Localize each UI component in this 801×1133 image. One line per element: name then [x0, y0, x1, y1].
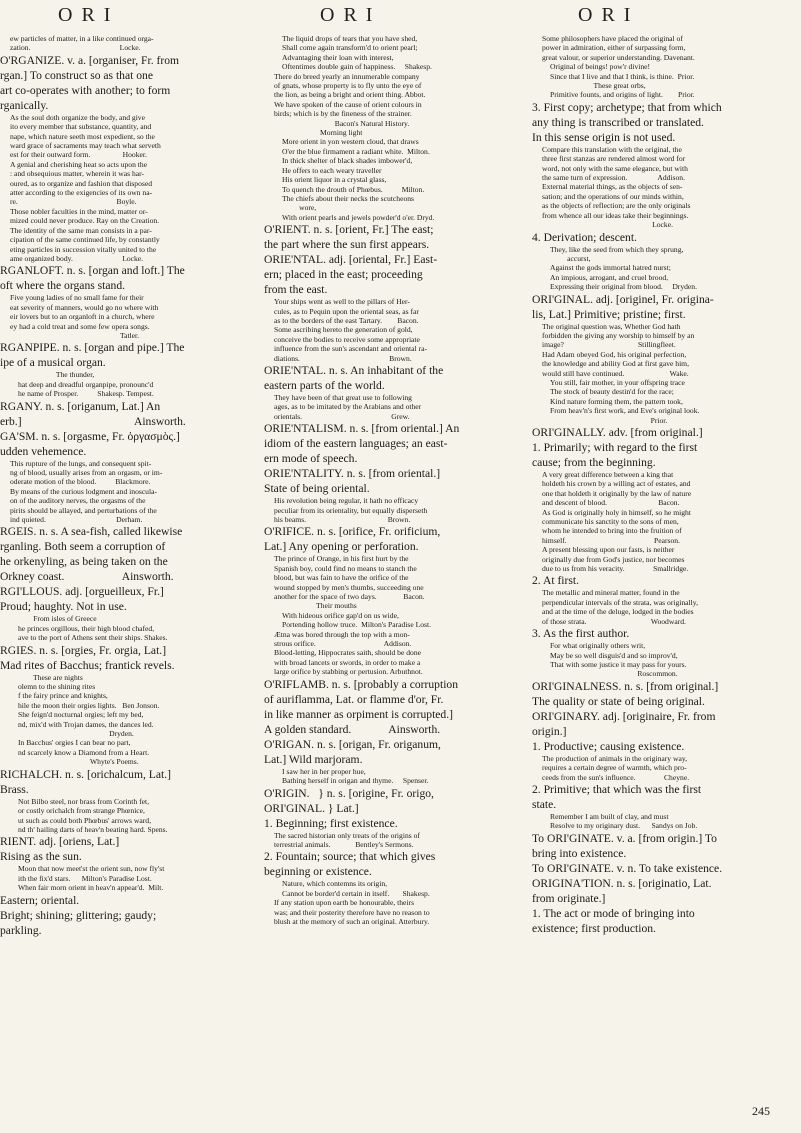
entry-headword-line: from the east.: [264, 283, 328, 297]
quotation-line: re. Boyle.: [10, 197, 137, 207]
quotation-line: ind quieted. Derham.: [10, 515, 143, 524]
quotation-line: the same turn of expression. Addison.: [542, 173, 685, 183]
entry-headword-line: rganling. Both seem a corruption of: [0, 540, 166, 554]
verse-quotation-line: Prior.: [550, 415, 668, 425]
quotation-line: By means of the curious lodgment and inoscula-: [10, 486, 157, 496]
entry-headword-line: O'RIENT. n. s. [orient, Fr.] The east;: [264, 223, 434, 237]
entry-headword-line: RGIES. n. s. [orgies, Fr. orgia, Lat.]: [0, 643, 167, 657]
quotation-line: eir lovers but to an organloft in a church, where: [10, 312, 155, 322]
quotation-line: The sacred historian only treats of the origins of: [274, 830, 420, 840]
entry-headword-line: 1. Productive; causing existence.: [532, 739, 685, 753]
verse-quotation-line: His orient liquor in a crystal glass,: [282, 175, 387, 185]
verse-quotation-line: I saw her in her proper hue,: [282, 766, 366, 776]
quotation-line: large orifice by stabbing or pertusion. Arbuthnot.: [274, 667, 423, 677]
quotation-line: ew particles of matter, in a like continued orga-: [10, 34, 154, 43]
entry-headword-line: beginning or existence.: [264, 865, 372, 879]
verse-quotation-line: From heav'n's first work, and Eve's original look.: [550, 406, 700, 416]
running-head-left: ORI: [58, 4, 120, 26]
verse-quotation-line: Against the gods immortal hatred nurst;: [550, 263, 671, 273]
quotation-line: blush at the memory of such an original. Atterbury.: [274, 916, 430, 926]
entry-headword-line: erb.] Ainsworth.: [0, 414, 186, 428]
verse-quotation-line: These are nights: [18, 672, 83, 682]
verse-quotation-line: Roscommon.: [550, 669, 678, 679]
quotation-line: eting particles in succession vitally united to the: [10, 244, 157, 254]
quotation-line: the lion, as being a bright and orient thing. Abbot.: [274, 90, 426, 100]
entry-headword-line: RICHALCH. n. s. [orichalcum, Lat.]: [0, 767, 171, 781]
quotation-line: If any station upon earth be honourable, theirs: [274, 898, 415, 908]
quotation-line: ey had a cold treat and some few opera songs.: [10, 321, 150, 331]
verse-quotation-line: You still, fair mother, in your offspring trace: [550, 377, 685, 387]
quotation-line: ng of blood, usually arises from an orgasm, or im-: [10, 467, 163, 477]
entry-headword-line: ern; placed in the east; proceeding: [264, 268, 423, 282]
quotation-line: great valour, or superior understanding. Davenant.: [542, 52, 695, 62]
entry-headword-line: 2. Fountain; source; that which gives: [264, 850, 436, 864]
verse-quotation-line: An impious, arrogant, and cruel brood,: [550, 272, 669, 282]
quotation-line: ame organized body. Locke.: [10, 253, 144, 263]
entry-headword-line: To ORI'GINATE. v. n. To take existence.: [532, 861, 723, 875]
entry-headword-line: rganically.: [0, 98, 49, 112]
entry-headword-line: RIENT. adj. [oriens, Lat.]: [0, 835, 120, 849]
verse-quotation-line: To quench the drouth of Phœbus. Milton.: [282, 184, 425, 194]
verse-quotation-line: Cannot be border'd certain in itself. Shakesp.: [282, 888, 430, 898]
entry-headword-line: idiom of the eastern languages; an east-: [264, 437, 448, 451]
entry-headword-line: O'RGANIZE. v. a. [organiser, Fr. from: [0, 53, 180, 67]
quotation-line: forbidden the giving any worship to himself by an: [542, 330, 695, 340]
quotation-line: of those strata. Woodward.: [542, 616, 686, 626]
entry-headword-line: origin.]: [532, 724, 567, 738]
verse-quotation-line: They, like the seed from which they sprung,: [550, 244, 684, 254]
verse-quotation-line: With orient pearls and jewels powder'd o'er. Dryd.: [282, 212, 435, 222]
quotation-line: the knowledge and ability God at first gave him,: [542, 359, 689, 369]
entry-headword-line: the part where the sun first appears.: [264, 238, 430, 252]
verse-quotation-line: nd th' hailing darts of heav'n beating hard. Spens.: [18, 824, 168, 834]
quotation-line: peculiar from its orientality, but equally disperseth: [274, 505, 428, 515]
entry-headword-line: 1. Beginning; first existence.: [264, 816, 398, 830]
quotation-line: Spanish boy, could find no means to stanch the: [274, 563, 417, 573]
verse-quotation-line: In Bacchus' orgies I can bear no part,: [18, 738, 131, 748]
quotation-line: Some philosophers have placed the original of: [542, 34, 683, 43]
verse-quotation-line: The chiefs about their necks the scutcheons: [282, 193, 415, 203]
verse-quotation-line: Whyte's Poems.: [18, 757, 139, 767]
quotation-line: nape, which nature seeth most expedient, so the: [10, 131, 155, 141]
verse-quotation-line: Since that I live and that I think, is thine. Prior.: [550, 71, 695, 81]
entry-headword-line: RGEIS. n. s. A sea-fish, called likewise: [0, 525, 183, 539]
quotation-line: image? Stillingfleet.: [542, 340, 676, 350]
quotation-line: As God is originally holy in himself, so he might: [542, 507, 691, 517]
quotation-line: Had Adam obeyed God, his original perfection,: [542, 349, 687, 359]
verse-quotation-line: hile the moon their orgies lights. Ben Jonson.: [18, 700, 160, 710]
entry-headword-line: lis, Lat.] Primitive; pristine; first.: [532, 307, 686, 321]
verse-quotation-line: Resolve to my originary dust. Sandys on Job.: [550, 821, 698, 831]
entry-headword-line: ern mode of speech.: [264, 452, 358, 466]
verse-quotation-line: When fair morn orient in heav'n appear'd. Milt.: [18, 883, 164, 893]
quotation-line: cipation of the same continued life, by constantly: [10, 235, 160, 245]
entry-headword-line: state.: [532, 797, 557, 811]
entry-headword-line: 3. First copy; archetype; that from which: [532, 100, 722, 114]
entry-headword-line: rgan.] To construct so as that one: [0, 68, 153, 82]
quotation-line: Tatler.: [10, 330, 140, 340]
running-head-right: ORI: [578, 4, 640, 26]
verse-quotation-line: That with some justice it may pass for yours.: [550, 659, 687, 669]
verse-quotation-line: accurst,: [550, 253, 591, 263]
quotation-line: We have spoken of the cause of orient colours in: [274, 99, 422, 109]
verse-quotation-line: From isles of Greece: [18, 614, 97, 624]
entry-headword-line: RGANPIPE. n. s. [organ and pipe.] The: [0, 341, 185, 355]
quotation-line: Bacon's Natural History.: [274, 118, 410, 128]
quotation-line: another for the space of two days. Bacon.: [274, 592, 425, 602]
entry-headword-line: ORIE'NTALITY. n. s. [from oriental.]: [264, 467, 441, 481]
quotation-line: His revolution being regular, it hath no efficacy: [274, 496, 419, 506]
entry-headword-line: RGANY. n. s. [origanum, Lat.] An: [0, 399, 161, 413]
verse-quotation-line: Oftentimes double gain of happiness. Shakesp.: [282, 62, 432, 72]
quotation-line: conceive the bodies to receive some appropriate: [274, 334, 420, 344]
quotation-line: and descent of blood. Bacon.: [542, 498, 680, 508]
quotation-line: blood, but was fain to have the orifice of the: [274, 573, 409, 583]
entry-headword-line: Orkney coast. Ainsworth.: [0, 570, 174, 584]
quotation-line: requires a certain degree of warmth, which pro-: [542, 763, 687, 773]
entry-headword-line: ORIE'NTAL. adj. [oriental, Fr.] East-: [264, 253, 438, 267]
quotation-line: three first stanzas are rendered almost word for: [542, 154, 686, 164]
quotation-line: was; and their posterity therefore have no reason to: [274, 907, 430, 917]
entry-headword-line: 2. At first.: [532, 574, 580, 588]
entry-headword-line: 2. Primitive; that which was the first: [532, 782, 702, 796]
verse-quotation-line: Their mouths: [282, 601, 357, 611]
quotation-line: his beams. Brown.: [274, 515, 411, 524]
entry-headword-line: State of being oriental.: [264, 482, 370, 496]
quotation-line: holdeth his crown by a willing act of estates, and: [542, 479, 691, 489]
entry-headword-line: he orkenyling, as being taken on the: [0, 555, 168, 569]
entry-headword-line: A golden standard. Ainsworth.: [264, 722, 441, 736]
entry-headword-line: any thing is transcribed or translated.: [532, 115, 704, 129]
quotation-line: himself. Pearson.: [542, 535, 680, 545]
verse-quotation-line: ith the fix'd stars. Milton's Paradise Lost.: [18, 873, 152, 883]
verse-quotation-line: Expressing their original from blood. Dryden.: [550, 282, 697, 292]
entry-headword-line: 4. Derivation; descent.: [532, 230, 637, 244]
quotation-line: Locke.: [542, 220, 673, 230]
verse-quotation-line: May be so well disguis'd and so improv'd,: [550, 650, 678, 660]
quotation-line: Blood-letting, Hippocrates saith, should be done: [274, 648, 421, 658]
quotation-line: There do breed yearly an innumerable company: [274, 71, 420, 81]
quotation-line: would still have continued. Wake.: [542, 368, 689, 378]
entry-headword-line: Proud; haughty. Not in use.: [0, 600, 127, 614]
quotation-line: perpendicular intervals of the strata, was originally,: [542, 597, 698, 607]
quotation-line: power in admiration, either of surpassing form,: [542, 43, 686, 53]
verse-quotation-line: ut such as could both Phœbus' arrows ward,: [18, 815, 151, 825]
quotation-line: terrestrial animals. Bentley's Sermons.: [274, 839, 414, 849]
entry-headword-line: Bright; shining; glittering; gaudy;: [0, 908, 157, 922]
running-heads: [0, 4, 801, 28]
verse-quotation-line: hat deep and dreadful organpipe, pronounc'd: [18, 379, 154, 389]
verse-quotation-line: olemn to the shining rites: [18, 682, 96, 692]
quotation-line: on of the auditory nerves, the orgasms of the: [10, 496, 146, 506]
verse-quotation-line: O'er the blue firmament a radiant white. Milton.: [282, 146, 430, 156]
entry-headword-line: 1. The act or mode of bringing into: [532, 906, 695, 920]
quotation-line: A genial and cherishing heat so acts upon the: [10, 159, 148, 169]
quotation-line: and at the time of the deluge, lodged in the bodies: [542, 607, 694, 617]
entry-headword-line: eastern parts of the world.: [264, 378, 385, 392]
verse-quotation-line: Original of beings! pow'r divine!: [550, 62, 651, 72]
verse-quotation-line: he princes orgillous, their high blood chafed,: [18, 623, 155, 633]
verse-quotation-line: Remember I am built of clay, and must: [550, 811, 669, 821]
entry-headword-line: RGI'LLOUS. adj. [orgueilleux, Fr.]: [0, 585, 164, 599]
quotation-line: oderate motion of the blood. Blackmore.: [10, 477, 151, 487]
entry-headword-line: Brass.: [0, 782, 29, 796]
quotation-line: eat severity of manners, would go no where with: [10, 302, 159, 312]
entry-headword-line: The quality or state of being original.: [532, 694, 705, 708]
quotation-line: As the soul doth organize the body, and give: [10, 112, 145, 122]
verse-quotation-line: Not Bilbo steel, nor brass from Corinth fet,: [18, 796, 149, 806]
verse-quotation-line: Moon that now meet'st the orient sun, now fly'st: [18, 864, 165, 874]
verse-quotation-line: He offers to each weary traveller: [282, 165, 382, 175]
entry-headword-line: udden vehemence.: [0, 444, 87, 458]
verse-quotation-line: Portending hollow truce. Milton's Paradise Lost.: [282, 620, 432, 630]
running-head-center: ORI: [320, 4, 382, 26]
verse-quotation-line: ave to the port of Athens sent their ships. Shakes.: [18, 633, 168, 643]
quotation-line: ceeds from the sun's influence. Cheyne.: [542, 772, 690, 782]
verse-quotation-line: For what originally others writ,: [550, 641, 646, 651]
quotation-line: of gnats, whose property is to fly unto the eye of: [274, 81, 422, 91]
entry-headword-line: O'RIFLAMB. n. s. [probably a corruption: [264, 677, 459, 691]
verse-quotation-line: These great orbs,: [550, 81, 646, 91]
quotation-line: Compare this translation with the original, the: [542, 144, 682, 154]
entry-headword-line: 3. As the first author.: [532, 627, 630, 641]
entry-headword-line: Lat.] Wild marjoram.: [264, 752, 363, 766]
entry-headword-line: ORI'GINALNESS. n. s. [from original.]: [532, 679, 719, 693]
quotation-line: atter according to the exigencies of its own na-: [10, 188, 153, 198]
verse-quotation-line: Advantaging their loan with interest,: [282, 52, 394, 62]
entry-headword-line: in like manner as orpiment is corrupted.]: [264, 707, 453, 721]
quotation-line: strous orifice. Addison.: [274, 639, 412, 649]
quotation-line: zation. Locke.: [10, 43, 141, 53]
quotation-line: due to us from his veracity. Smallridge.: [542, 564, 689, 574]
entry-headword-line: O'RIFICE. n. s. [orifice, Fr. orificium,: [264, 525, 441, 539]
quotation-line: orientals. Grew.: [274, 411, 410, 421]
quotation-line: Ætna was bored through the top with a mon-: [274, 629, 410, 639]
quotation-line: The production of animals in the originary way,: [542, 753, 688, 763]
quotation-line: ages, as to be imitated by the Arabians and other: [274, 402, 422, 412]
quotation-line: The identity of the same man consists in a par-: [10, 225, 152, 235]
quotation-line: wound stopped by men's thumbs, succeeding one: [274, 582, 424, 592]
quotation-line: : and obsequious matter, wherein it was har-: [10, 169, 145, 179]
quotation-line: birds; which is by the fineness of the strainer.: [274, 109, 412, 119]
quotation-line: Five young ladies of no small fame for their: [10, 293, 144, 303]
quotation-line: originally due from God's justice, nor becomes: [542, 554, 685, 564]
quotation-line: sation; and the operations of our minds within,: [542, 191, 684, 201]
entry-headword-line: Rising as the sun.: [0, 850, 82, 864]
entry-headword-line: ipe of a musical organ.: [0, 356, 106, 370]
entry-headword-line: Eastern; oriental.: [0, 893, 80, 907]
quotation-line: The metallic and mineral matter, found in the: [542, 588, 680, 598]
entry-headword-line: To ORI'GINATE. v. a. [from origin.] To: [532, 831, 717, 845]
quotation-line: The prince of Orange, in his first hurt by the: [274, 554, 409, 564]
quotation-line: mized could never produce. Ray on the Creation.: [10, 216, 160, 226]
quotation-line: whom he intended to bring into the fruition of: [542, 526, 682, 536]
verse-quotation-line: With hideous orifice gap'd on us wide,: [282, 610, 399, 620]
column-right: [532, 34, 794, 936]
verse-quotation-line: More orient in yon western cloud, that draws: [282, 137, 419, 147]
entry-headword-line: parkling.: [0, 923, 42, 937]
verse-quotation-line: Morning light: [282, 128, 363, 138]
verse-quotation-line: Dryden.: [18, 729, 134, 739]
verse-quotation-line: nd, mix'd with Trojan dames, the dances led.: [18, 719, 154, 729]
quotation-line: with broad lancets or swords, in order to make a: [274, 657, 421, 667]
quotation-line: A very great difference between a king that: [542, 470, 674, 479]
entry-headword-line: existence; first production.: [532, 921, 656, 935]
quotation-line: one that holdeth it originally by the law of nature: [542, 488, 692, 498]
entry-headword-line: oft where the organs stand.: [0, 279, 126, 293]
quotation-line: from whence all our ideas take their beginnings.: [542, 210, 689, 220]
entry-headword-line: ORI'GINARY. adj. [originaire, Fr. from: [532, 709, 716, 723]
quotation-line: They have been of that great use to following: [274, 392, 412, 402]
verse-quotation-line: The liquid drops of tears that you have shed,: [282, 34, 418, 43]
verse-quotation-line: In thick shelter of black shades imbower'd,: [282, 156, 413, 166]
verse-quotation-line: Bathing herself in origan and thyme. Spenser.: [282, 776, 429, 786]
quotation-line: word, not only with the same elegance, but with: [542, 163, 688, 173]
quotation-line: This rupture of the lungs, and consequent spit-: [10, 458, 152, 468]
quotation-line: communicate his sanctity to the sons of men,: [542, 517, 679, 527]
entry-headword-line: RGANLOFT. n. s. [organ and loft.] The: [0, 264, 185, 278]
entry-headword-line: cause; from the beginning.: [532, 456, 656, 469]
quotation-line: diations. Brown.: [274, 353, 412, 363]
quotation-line: ward grace of sacraments may teach what serveth: [10, 141, 161, 151]
quotation-line: Some ascribing hereto the generation of gold,: [274, 325, 413, 335]
entry-headword-line: Mad rites of Bacchus; frantick revels.: [0, 658, 175, 672]
entry-headword-line: ORIE'NTAL. n. s. An inhabitant of the: [264, 363, 444, 377]
quotation-line: influence from the sun's ascendant and oriental ra-: [274, 344, 427, 354]
entry-headword-line: ORI'GINAL. adj. [originel, Fr. origina-: [532, 292, 714, 306]
entry-headword-line: ORI'GINALLY. adv. [from original.]: [532, 426, 703, 439]
entry-headword-line: O'RIGAN. n. s. [origan, Fr. origanum,: [264, 737, 441, 751]
page-number: 245: [752, 1104, 770, 1118]
column-left: [0, 34, 254, 938]
verse-quotation-line: wore,: [282, 203, 317, 213]
quotation-line: External material things, as the objects of sen-: [542, 182, 683, 192]
quotation-line: pirits should be allayed, and perturbations of the: [10, 505, 157, 515]
entry-headword-line: GA'SM. n. s. [orgasme, Fr. ὀργασμὸς.]: [0, 429, 180, 443]
verse-quotation-line: The thunder,: [18, 370, 95, 380]
quotation-line: A present blessing upon our fasts, is neither: [542, 545, 675, 555]
verse-quotation-line: She feign'd nocturnal orgies; left my bed,: [18, 710, 144, 720]
quotation-line: The original question was, Whether God hath: [542, 321, 681, 331]
verse-quotation-line: The stock of beauty destin'd for the race;: [550, 387, 674, 397]
quotation-line: Your ships went as well to the pillars of Her-: [274, 297, 410, 307]
entry-headword-line: ORIGINA'TION. n. s. [originatio, Lat.: [532, 876, 712, 890]
entry-headword-line: ORIE'NTALISM. n. s. [from oriental.] An: [264, 422, 460, 436]
entry-headword-line: Lat.] Any opening or perforation.: [264, 540, 419, 554]
quotation-line: Those nobler faculties in the mind, matter or-: [10, 206, 148, 216]
verse-quotation-line: f the fairy prince and knights,: [18, 691, 108, 701]
verse-quotation-line: he name of Prosper. Shakesp. Tempest.: [18, 389, 154, 399]
verse-quotation-line: Primitive founts, and origins of light. Prior.: [550, 90, 695, 100]
verse-quotation-line: or costly orichalch from strange Phœnice,: [18, 806, 145, 816]
entry-headword-line: In this sense origin is not used.: [532, 130, 676, 144]
quotation-line: est for their outward form. Hooker.: [10, 150, 147, 160]
entry-headword-line: O'RIGIN. } n. s. [origine, Fr. origo,: [264, 786, 434, 800]
entry-headword-line: 1. Primarily; with regard to the first: [532, 441, 698, 454]
quotation-line: as the objects of reflection; are the only originals: [542, 201, 691, 211]
entry-headword-line: bring into existence.: [532, 846, 627, 860]
entry-headword-line: ORI'GINAL. } Lat.]: [264, 801, 359, 815]
quotation-line: oured, as to organize and fashion that disposed: [10, 178, 152, 188]
verse-quotation-line: Kind nature forming them, the pattern took,: [550, 396, 683, 406]
verse-quotation-line: Shall come again transform'd to orient pearl;: [282, 43, 418, 53]
column-middle: [264, 34, 522, 926]
verse-quotation-line: Nature, which contemns its origin,: [282, 879, 388, 889]
entry-headword-line: of auriflamma, Lat. or flamme d'or, Fr.: [264, 692, 444, 706]
entry-headword-line: art co-operates with another; to form: [0, 83, 171, 97]
quotation-line: cules, as to Pequin upon the oriental seas, as far: [274, 306, 419, 316]
entry-headword-line: from originate.]: [532, 891, 606, 905]
verse-quotation-line: nd scarcely know a Diamond from a Heart.: [18, 747, 150, 757]
quotation-line: ito every member that substance, quantity, and: [10, 122, 152, 132]
quotation-line: as to the borders of the east Tartary. Bacon.: [274, 315, 419, 325]
